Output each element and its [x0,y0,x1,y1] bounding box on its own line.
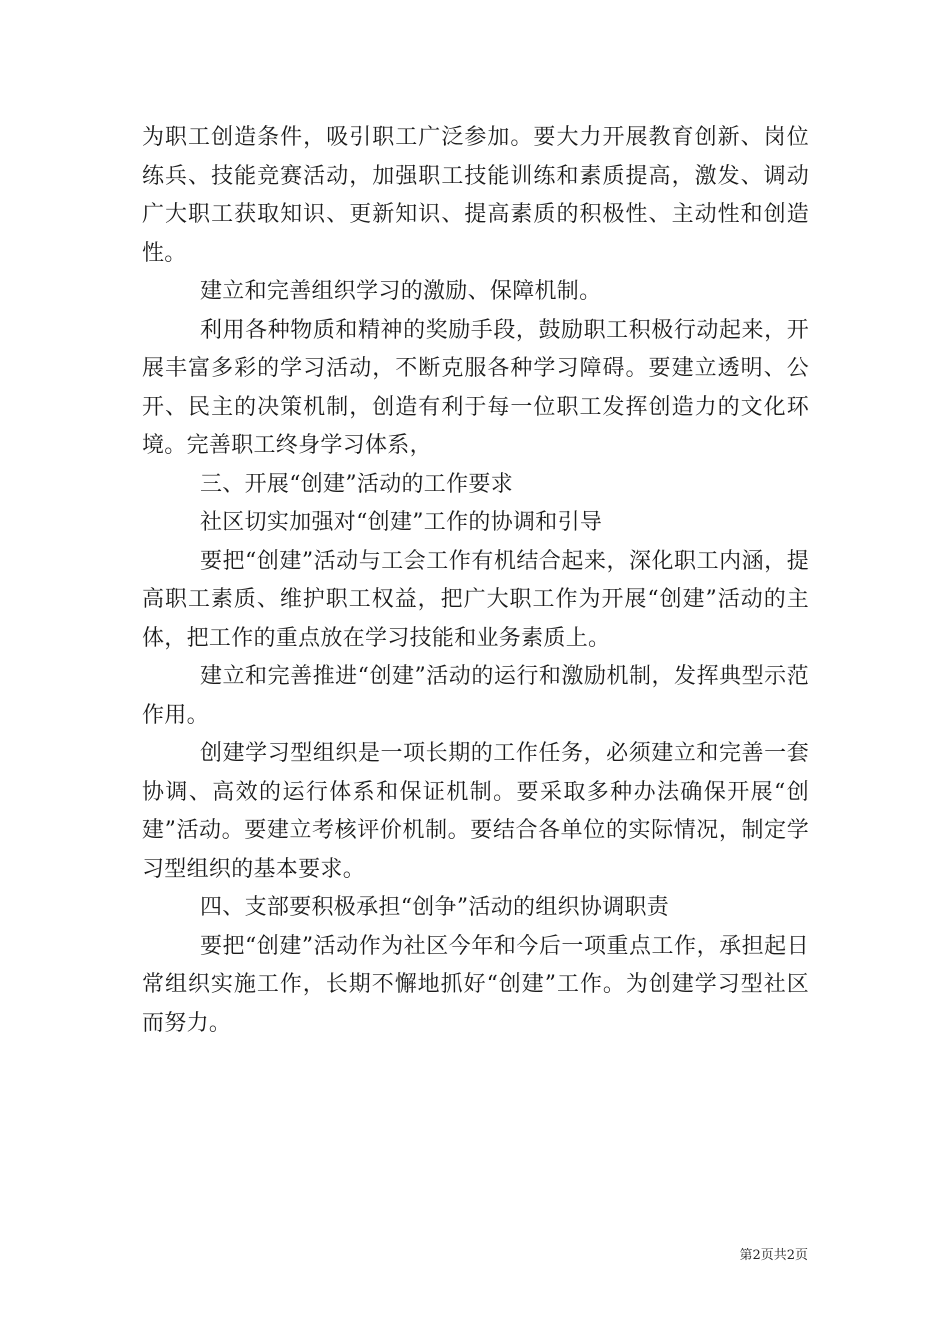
paragraph-5: 社区切实加强对“创建”工作的协调和引导 [200,510,603,535]
paragraph-2: 建立和完善组织学习的激励、保障机制。 [200,279,602,304]
paragraph-10: 要把“创建”活动作为社区今年和今后一项重点工作，承担起日常组织实施工作，长期不懈地抓好“创建”工作。为创建学习型社区而努力。 [142,933,809,1036]
document-body [142,119,809,1043]
paragraph-6: 要把“创建”活动与工会工作有机结合起来，深化职工内涵，提高职工素质、维护职工权益，把广大职工作为开展“创建”活动的主体，把工作的重点放在学习技能和业务素质上。 [142,548,809,651]
section-heading-3: 三、开展“创建”活动的工作要求 [200,471,513,497]
paragraph-8: 创建学习型组织是一项长期的工作任务，必须建立和完善一套协调、高效的运行体系和保证机制。要采取多种办法确保开展“创建”活动。要建立考核评价机制。要结合各单位的实际情况，制定学习型组织的基本要求。 [142,741,809,882]
paragraph-7: 建立和完善推进“创建”活动的运行和激励机制，发挥典型示范作用。 [142,664,809,728]
section-heading-4: 四、支部要积极承担“创争”活动的组织协调职责 [200,895,670,920]
page-number: 第2页共2页 [739,1248,808,1263]
paragraph-3: 利用各种物质和精神的奖励手段，鼓励职工积极行动起来，开展丰富多彩的学习活动，不断克服各种学习障碍。要建立透明、公开、民主的决策机制，创造有利于每一位职工发挥创造力的文化环境。完善职工终身学习体系， [142,317,809,458]
paragraph-1: 为职工创造条件，吸引职工广泛参加。要大力开展教育创新、岗位练兵、技能竞赛活动，加强职工技能训练和素质提高，激发、调动广大职工获取知识、更新知识、提高素质的积极性、主动性和创造性。 [142,125,809,266]
